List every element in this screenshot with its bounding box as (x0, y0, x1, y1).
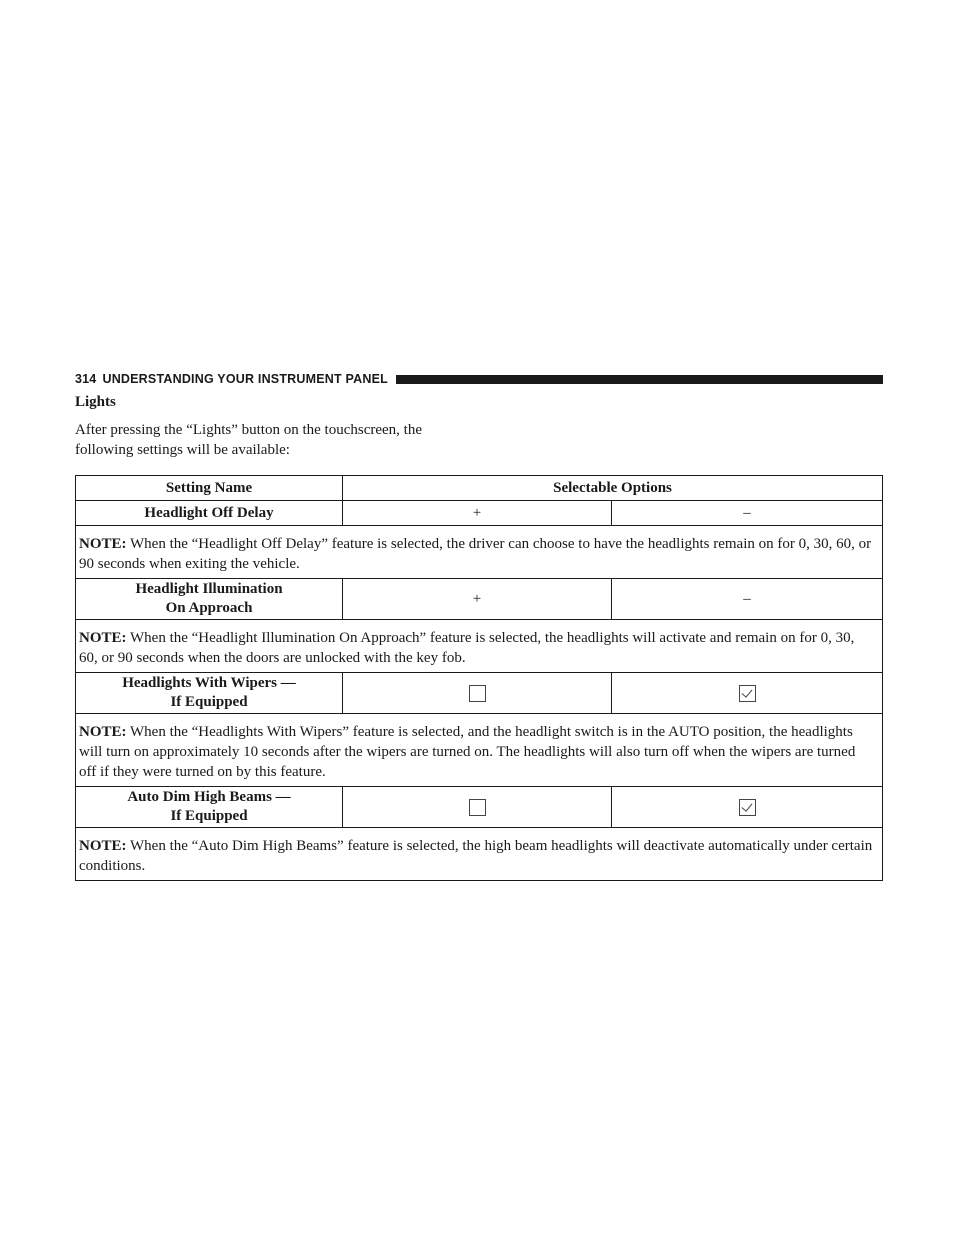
setting-name: Headlight Illumination (135, 581, 283, 597)
chapter-title: UNDERSTANDING YOUR INSTRUMENT PANEL (102, 372, 388, 386)
section-title: Lights (75, 394, 116, 410)
table-row (76, 787, 883, 828)
table-row (76, 579, 883, 620)
setting-name-line2: If Equipped (170, 808, 248, 824)
page-header (75, 368, 883, 390)
option-cell: + (343, 579, 612, 620)
intro-paragraph: After pressing the “Lights” button on the touchscreen, the following settings will be available: (75, 422, 422, 458)
option-cell: – (612, 579, 883, 620)
setting-name: Auto Dim High Beams — (127, 789, 291, 805)
table-row (76, 673, 883, 714)
note-text: When the “Headlight Off Delay” feature is selected, the driver can choose to have the headlights remain on for 0, 30, 60, or 90 seconds when exiting the vehicle. (79, 536, 872, 572)
note-cell (76, 526, 883, 579)
header-rule (396, 375, 883, 384)
setting-name: Headlights With Wipers — (122, 675, 296, 691)
note-text: When the “Headlights With Wipers” feature is selected, and the headlight switch is in the AUTO position, the headlights will turn on approximately 10 seconds after the wipers are turned on. The headlights will also turn off when the wipers are turned off if they were turned on by this feature. (79, 724, 856, 780)
checkbox-checked-icon (739, 799, 756, 816)
note-label: NOTE: (79, 536, 127, 552)
note-cell (76, 828, 883, 881)
setting-name-cell (76, 579, 343, 620)
option-cell (612, 787, 883, 828)
table-header-row (76, 476, 883, 501)
note-cell (76, 714, 883, 787)
checkbox-checked-icon (739, 685, 756, 702)
option-cell: – (612, 501, 883, 526)
note-row (76, 526, 883, 579)
setting-name-cell (76, 787, 343, 828)
note-row (76, 620, 883, 673)
option-cell: + (343, 501, 612, 526)
option-cell (343, 787, 612, 828)
note-row (76, 828, 883, 881)
checkbox-unchecked-icon (469, 685, 486, 702)
setting-name-line2: On Approach (165, 600, 253, 616)
table-row (76, 501, 883, 526)
note-label: NOTE: (79, 724, 127, 740)
note-row (76, 714, 883, 787)
page-number: 314 (75, 372, 97, 386)
note-label: NOTE: (79, 838, 127, 854)
setting-name: Headlight Off Delay (144, 504, 274, 521)
setting-name-cell (76, 501, 343, 526)
checkbox-unchecked-icon (469, 799, 486, 816)
setting-name-line2: If Equipped (170, 694, 248, 710)
option-cell (343, 673, 612, 714)
column-header-selectable-options: Selectable Options (343, 476, 883, 501)
note-label: NOTE: (79, 630, 127, 646)
column-header-setting-name: Setting Name (76, 476, 343, 501)
note-cell (76, 620, 883, 673)
setting-name-cell (76, 673, 343, 714)
note-text: When the “Auto Dim High Beams” feature is selected, the high beam headlights will deactivate automatically under certain conditions. (79, 838, 873, 874)
option-cell (612, 673, 883, 714)
settings-table (75, 475, 883, 881)
note-text: When the “Headlight Illumination On Approach” feature is selected, the headlights will activate and remain on for 0, 30, 60, or 90 seconds when the doors are unlocked with the key fob. (79, 630, 855, 666)
